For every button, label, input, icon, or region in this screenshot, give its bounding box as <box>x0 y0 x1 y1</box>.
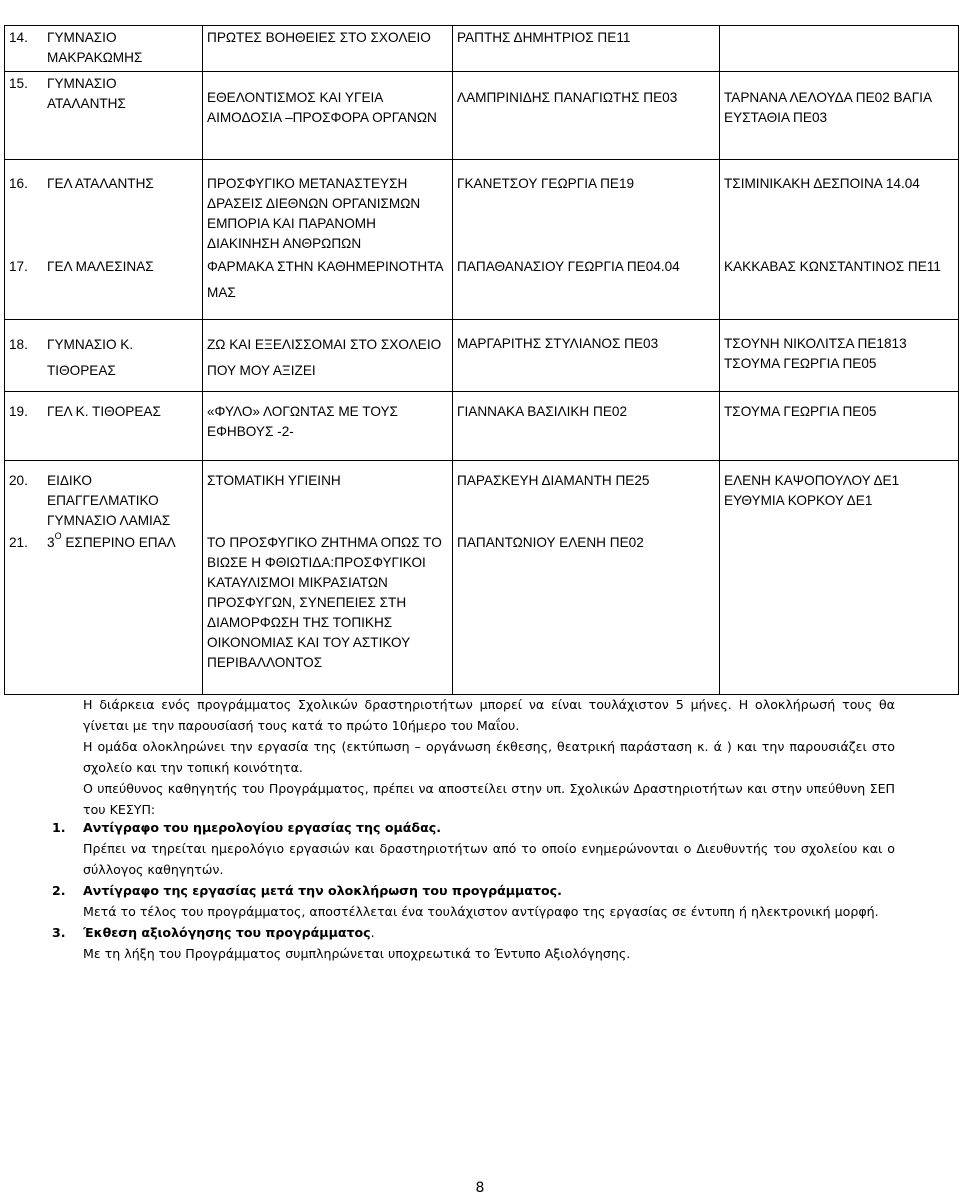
teacher-cell: ΡΑΠΤΗΣ ΔΗΜΗΤΡΙΟΣ ΠΕ11 <box>453 26 720 72</box>
school-name-text: ΕΣΠΕΡΙΝΟ ΕΠΑΛ <box>65 534 176 550</box>
table-row <box>5 72 959 160</box>
program-cell: ΣΤΟΜΑΤΙΚΗ ΥΓΙΕΙΝΗ <box>203 460 453 531</box>
list-item <box>52 880 895 922</box>
program-cell: ΦΑΡΜΑΚΑ ΣΤΗΝ ΚΑΘΗΜΕΡΙΝΟΤΗΤΑ ΜΑΣ <box>203 254 453 319</box>
school-name: ΓΥΜΝΑΣΙΟ ΑΤΑΛΑΝΤΗΣ <box>47 76 126 111</box>
program-cell: «ΦΥΛΟ» ΛΟΓΩΝΤΑΣ ΜΕ ΤΟΥΣ ΕΦΗΒΟΥΣ -2- <box>203 391 453 460</box>
row-number: 15. <box>9 76 28 91</box>
list-number: 2. <box>52 883 66 898</box>
list-item <box>52 922 895 964</box>
school-cell <box>5 254 203 319</box>
school-cell <box>5 460 203 531</box>
program-cell: ΠΡΩΤΕΣ ΒΟΗΘΕΙΕΣ ΣΤΟ ΣΧΟΛΕΙΟ <box>203 26 453 72</box>
list-item-title: Αντίγραφο της εργασίας μετά την ολοκλήρωση του προγράμματος. <box>83 883 562 898</box>
row-number: 16. <box>9 176 28 191</box>
list-item-title: Έκθεση αξιολόγησης του προγράμματος <box>83 925 371 940</box>
row-number: 21. <box>9 534 28 550</box>
list-item-title-tail: . <box>370 925 375 940</box>
note-paragraph: Ο υπεύθυνος καθηγητής του Προγράμματος, πρέπει να αποστείλει στην υπ. Σχολικών Δραστηριοτήτων και στην υπεύθυνη ΣΕΠ του ΚΕΣΥΠ: <box>83 781 895 817</box>
table-row <box>5 531 959 695</box>
teacher-cell: ΠΑΡΑΣΚΕΥΗ ΔΙΑΜΑΝΤΗ ΠΕ25 <box>453 460 720 531</box>
teacher-cell: ΠΑΠΑΘΑΝΑΣΙΟΥ ΓΕΩΡΓΙΑ ΠΕ04.04 <box>453 254 720 319</box>
table-row <box>5 460 959 531</box>
school-ordinal: 3 <box>47 534 55 550</box>
table-row <box>5 391 959 460</box>
school-name: ΓΥΜΝΑΣΙΟ ΜΑΚΡΑΚΩΜΗΣ <box>47 30 143 65</box>
program-cell: ΤΟ ΠΡΟΣΦΥΓΙΚΟ ΖΗΤΗΜΑ ΟΠΩΣ ΤΟ ΒΙΩΣΕ Η ΦΘΙΩΤΙΔΑ:ΠΡΟΣΦΥΓΙΚΟΙ ΚΑΤΑΥΛΙΣΜΟΙ ΜΙΚΡΑΣΙΑΤΩΝ ΠΡΟΣΦΥΓΩΝ, ΣΥΝΕΠΕΙΕΣ ΣΤΗ ΔΙΑΜΟΡΦΩΣΗ ΤΗΣ ΤΟΠΙΚΗΣ ΟΙΚΟΝΟΜΙΑΣ ΚΑΙ ΤΟΥ ΑΣΤΙΚΟΥ ΠΕΡΙΒΑΛΛΟΝΤΟΣ <box>203 531 453 695</box>
notes-section <box>83 694 895 820</box>
school-cell <box>5 391 203 460</box>
list-number: 3. <box>52 925 66 940</box>
list-number: 1. <box>52 820 66 835</box>
school-name <box>47 530 195 553</box>
school-name: ΓΕΛ Κ. ΤΙΘΟΡΕΑΣ <box>47 403 161 419</box>
table-row <box>5 160 959 255</box>
programs-table <box>4 25 959 695</box>
school-name: ΓΥΜΝΑΣΙΟ Κ. ΤΙΘΟΡΕΑΣ <box>47 336 134 378</box>
teacher-cell: ΤΣΙΜΙΝΙΚΑΚΗ ΔΕΣΠΟΙΝΑ 14.04 <box>720 160 959 255</box>
row-number: 19. <box>9 403 28 419</box>
program-cell: ΠΡΟΣΦΥΓΙΚΟ ΜΕΤΑΝΑΣΤΕΥΣΗ ΔΡΑΣΕΙΣ ΔΙΕΘΝΩΝ ΟΡΓΑΝΙΣΜΩΝ ΕΜΠΟΡΙΑ ΚΑΙ ΠΑΡΑΝΟΜΗ ΔΙΑΚΙΝΗΣΗ ΑΝΘΡΩΠΩΝ <box>203 160 453 255</box>
list-item <box>52 817 895 880</box>
list-item-title: Αντίγραφο του ημερολογίου εργασίας της ομάδας. <box>83 820 441 835</box>
requirements-list <box>52 817 895 964</box>
school-name: ΕΙΔΙΚΟ ΕΠΑΓΓΕΛΜΑΤΙΚΟ ΓΥΜΝΑΣΙΟ ΛΑΜΙΑΣ <box>47 472 171 528</box>
teacher-cell: ΚΑΚΚΑΒΑΣ ΚΩΝΣΤΑΝΤΙΝΟΣ ΠΕ11 <box>720 254 959 319</box>
teacher-cell: ΤΑΡΝΑΝΑ ΛΕΛΟΥΔΑ ΠΕ02 ΒΑΓΙΑ ΕΥΣΤΑΘΙΑ ΠΕ03 <box>720 72 959 160</box>
row-number: 17. <box>9 259 28 274</box>
teacher-cell: ΕΛΕΝΗ ΚΑΨΟΠΟΥΛΟΥ ΔΕ1 ΕΥΘΥΜΙΑ ΚΟΡΚΟΥ ΔΕ1 <box>720 460 959 531</box>
school-cell <box>5 26 203 72</box>
program-cell: ΖΩ ΚΑΙ ΕΞΕΛΙΣΣΟΜΑΙ ΣΤΟ ΣΧΟΛΕΙΟ ΠΟΥ ΜΟΥ ΑΞΙΖΕΙ <box>203 319 453 391</box>
table-row <box>5 319 959 391</box>
row-number: 18. <box>9 336 28 352</box>
teacher-cell: ΜΑΡΓΑΡΙΤΗΣ ΣΤΥΛΙΑΝΟΣ ΠΕ03 <box>453 319 720 391</box>
list-item-description: Πρέπει να τηρείται ημερολόγιο εργασιών και δραστηριοτήτων από το οποίο ενημερώνονται ο Διευθυντής του σχολείου και ο σύλλογος καθηγητών. <box>83 841 895 877</box>
program-cell: ΕΘΕΛΟΝΤΙΣΜΟΣ ΚΑΙ ΥΓΕΙΑ ΑΙΜΟΔΟΣΙΑ –ΠΡΟΣΦΟΡΑ ΟΡΓΑΝΩΝ <box>203 72 453 160</box>
teacher-cell: ΓΙΑΝΝΑΚΑ ΒΑΣΙΛΙΚΗ ΠΕ02 <box>453 391 720 460</box>
teacher-cell: ΛΑΜΠΡΙΝΙΔΗΣ ΠΑΝΑΓΙΩΤΗΣ ΠΕ03 <box>453 72 720 160</box>
table-row <box>5 26 959 72</box>
teacher-cell: ΓΚΑΝΕΤΣΟΥ ΓΕΩΡΓΙΑ ΠΕ19 <box>453 160 720 255</box>
row-number: 20. <box>9 472 28 488</box>
table-row <box>5 254 959 319</box>
school-name: ΓΕΛ ΑΤΑΛΑΝΤΗΣ <box>47 176 154 191</box>
note-paragraph: Η διάρκεια ενός προγράμματος Σχολικών δραστηριοτήτων μπορεί να είναι τουλάχιστον 5 μήνες. Η ολοκλήρωσή τους θα γίνεται με την παρουσίασή τους κατά το πρώτο 10ήμερο του Μαΐου. <box>83 697 895 733</box>
note-paragraph: Η ομάδα ολοκληρώνει την εργασία της (εκτύπωση – οργάνωση έκθεσης, θεατρική παράσταση κ. ά ) και την παρουσιάζει στο σχολείο και την τοπική κοινότητα. <box>83 739 895 775</box>
list-item-description: Μετά το τέλος του προγράμματος, αποστέλλεται ένα τουλάχιστον αντίγραφο της εργασίας σε έντυπη ή ηλεκτρονική μορφή. <box>83 904 879 919</box>
ordinal-suffix: Ο <box>54 530 62 541</box>
row-number: 14. <box>9 30 28 45</box>
teacher-cell: ΤΣΟΥΜΑ ΓΕΩΡΓΙΑ ΠΕ05 <box>720 391 959 460</box>
teacher-cell: ΠΑΠΑΝΤΩΝΙΟΥ ΕΛΕΝΗ ΠΕ02 <box>453 531 720 695</box>
page-number: 8 <box>475 1180 485 1196</box>
school-cell <box>5 72 203 160</box>
school-cell <box>5 160 203 255</box>
list-item-description: Με τη λήξη του Προγράμματος συμπληρώνεται υποχρεωτικά το Έντυπο Αξιολόγησης. <box>83 946 631 961</box>
school-cell <box>5 319 203 391</box>
teacher-cell <box>720 531 959 695</box>
teacher-cell <box>720 26 959 72</box>
school-name: ΓΕΛ ΜΑΛΕΣΙΝΑΣ <box>47 259 154 274</box>
school-cell <box>5 531 203 695</box>
teacher-cell: ΤΣΟΥΝΗ ΝΙΚΟΛΙΤΣΑ ΠΕ1813 ΤΣΟΥΜΑ ΓΕΩΡΓΙΑ ΠΕ05 <box>720 319 959 391</box>
